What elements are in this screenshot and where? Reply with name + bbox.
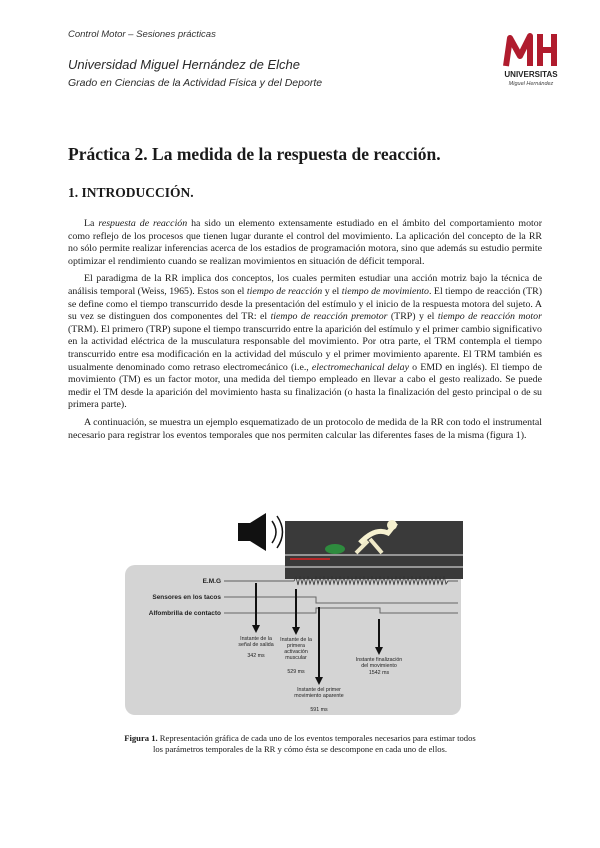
svg-text:Instante finalización: Instante finalización [355,657,403,663]
svg-text:muscular: muscular [285,655,307,661]
paragraph-3: A continuación, se muestra un ejemplo esquematizado de un protocolo de medida de la RR con todo el instrumental necesario para registrar los eventos temporales que nos permiten calcular las diferentes fases de la misma (figura 1). [68,416,542,441]
body-text [68,218,542,447]
svg-text:Instante del primer: Instante del primer [297,687,341,693]
caption-text: Representación gráfica de cada uno de los eventos temporales necesarios para estimar todos los parámetros temporales de la RR y cómo ésta se descompone en cada uno de ellos. [152,733,476,754]
page-title: Práctica 2. La medida de la respuesta de reacción. [68,144,441,164]
svg-text:del movimiento: del movimiento [361,663,397,669]
caption-label: Figura 1. [124,733,158,743]
figure-caption [120,733,480,755]
university-logo [500,28,562,88]
section-heading: 1. INTRODUCCIÓN. [68,185,194,200]
svg-text:Instante de la: Instante de la [240,636,272,642]
svg-text:activación: activación [284,649,308,655]
paragraph-1: La respuesta de reacción ha sido un elemento extensamente estudiado en el ámbito del comportamiento motor como reflejo de los procesos que tienen lugar durante el control del movimiento. La aplicación del concepto de la RR no sólo permite realizar inferencias acerca de los estadios de programación motora, sino que además su estudio permite optimizar el rendimiento cuando se realizan movimientos en situación de déficit temporal. [68,218,542,267]
figure-1 [120,513,465,723]
paragraph-2: El paradigma de la RR implica dos conceptos, los cuales permiten estudiar una acción motriz bajo la técnica de análisis temporal (Weiss, 1965). Estos son el tiempo de reacción y el tiempo de movimiento. El tiempo de reacción (TR) se define como el tiempo transcurrido desde la presentación del estímulo y el inicio de la respuesta motora del sujeto. A su vez se distinguen dos componentes del TR: el tiempo de reacción premotor (TRP) y el tiempo de reacción motor (TRM). El primero (TRP) supone el tiempo transcurrido entre la aparición del estímulo y el primer cambio significativo en la actividad eléctrica de la musculatura responsable del movimiento. Por otra parte, el TRM contempla el tiempo transcurrido entre esa modificación en la actividad del músculo y el primer movimiento aparente. El TRM también es usualmente denominado como retraso electromecánico (i.e., electromechanical delay o EMD en inglés). El tiempo de movimiento (TM) es un factor motor, una medida del tiempo empleado en llevar a cabo el gesto realizado. Se puede medir el TM desde la aparición del movimiento hasta su finalización (o hasta la finalización del gesto principal o de su primera parte). [68,273,542,411]
svg-text:Instante de la: Instante de la [280,637,312,643]
svg-text:591 ms: 591 ms [310,707,328,713]
svg-text:movimiento aparente: movimiento aparente [294,693,344,699]
running-header: Control Motor – Sesiones prácticas [68,29,216,40]
row-label-sensores: Sensores en los tacos [152,594,221,601]
university-name: Universidad Miguel Hernández de Elche [68,57,300,72]
row-label-emg: E.M.G [202,578,221,585]
degree-name: Grado en Ciencias de la Actividad Física y del Deporte [68,77,323,89]
svg-text:529 ms: 529 ms [287,669,305,675]
svg-text:señal de salida: señal de salida [238,642,274,648]
svg-text:primera: primera [287,643,305,649]
row-label-alfombrilla: Alfombrilla de contacto [148,610,221,617]
svg-text:342 ms: 342 ms [247,653,265,659]
start-photo [285,521,463,579]
speaker-icon [238,513,283,551]
logo-subtext: Miguel Hernández [508,81,554,87]
svg-text:1542 ms: 1542 ms [368,670,390,676]
logo-text: UNIVERSITAS [504,70,558,79]
